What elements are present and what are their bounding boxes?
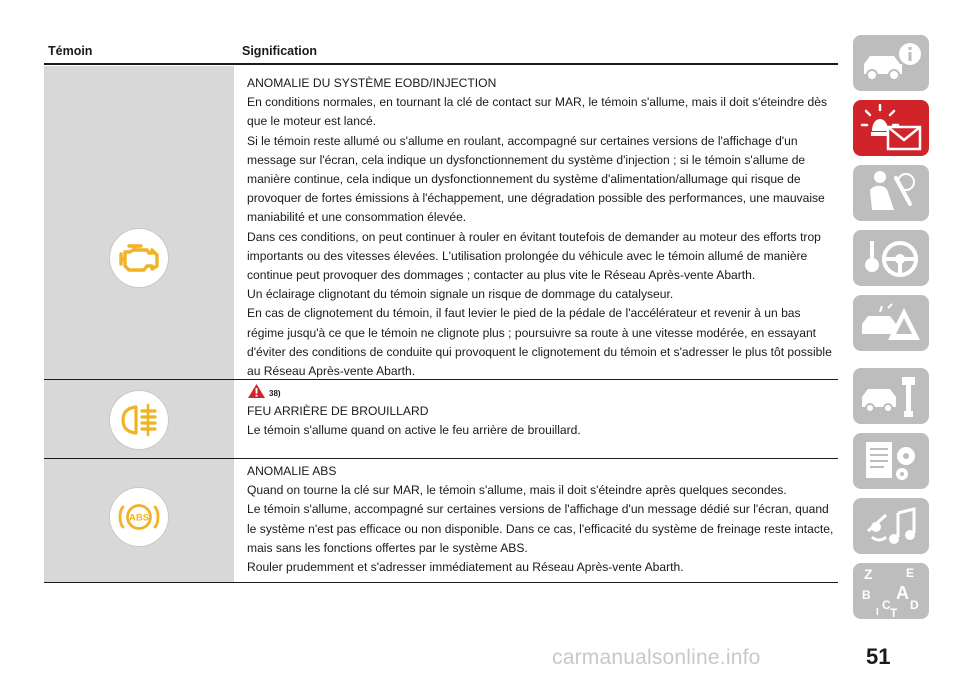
paragraph: Un éclairage clignotant du témoin signale un risque de dommage du catalyseur. [247, 287, 674, 302]
header-rule [44, 63, 838, 65]
warning-title: ANOMALIE ABS [247, 464, 337, 478]
paragraph: En cas de clignotement du témoin, il faut levier le pied de la pédale de l'accélérateur et revenir à un bas régime jusqu'à ce que le témoin ne clignote plus ; poursuivre sa route à une vitesse modérée, en essayant d'éviter des conditions de conduite qui provoquent le clignotement du témoin et s'adresser le plus tôt possible au Réseau Après-vente Abarth. [247, 306, 832, 379]
table-row [44, 66, 838, 399]
tab-starting-driving[interactable] [853, 230, 929, 286]
page-number: 51 [866, 644, 891, 669]
svg-text:ABS: ABS [128, 512, 150, 524]
car-info-icon [858, 40, 924, 86]
abs-icon [109, 487, 169, 547]
paragraph: Le témoin s'allume, accompagné sur certaines versions de l'affichage d'un message dédié sur l'écran, quand le système n'est pas efficace ou non disponible. Dans ce cas, l'efficacité du système de freinage reste intacte, mais sans les fonctions offertes par le système ABS. [247, 502, 834, 555]
tab-warning-lights[interactable] [853, 100, 929, 156]
breakdown-warning-triangle-icon [858, 298, 924, 348]
svg-text:E: E [906, 566, 915, 580]
paragraph: En conditions normales, en tournant la clé de contact sur MAR, le témoin s'allume, mais il doit s'éteindre dès que le moteur est lancé. [247, 95, 828, 129]
table-row [44, 459, 838, 582]
paragraph: Dans ces conditions, on peut continuer à rouler en évitant toutefois de demander au moteur des efforts trop importants ou des vitesses élevées. L'utilisation prolongée du véhicule avec le témoin allumé de manière continue peut provoquer des dommages ; contacter au plus vite le Réseau Après-vente Abarth. [247, 229, 821, 283]
row-description [247, 74, 834, 399]
warning-ref-number: 38) [269, 389, 281, 399]
svg-text:A: A [896, 583, 909, 603]
svg-text:T: T [890, 606, 898, 619]
tab-car-info[interactable] [853, 35, 929, 91]
table-row [44, 380, 838, 458]
column-header-temoin: Témoin [48, 44, 93, 58]
paragraph: Quand on tourne la clé sur MAR, le témoin s'allume, mais il doit s'éteindre après quelques secondes. [247, 483, 787, 498]
svg-text:B: B [862, 588, 871, 602]
technical-data-gears-icon [858, 436, 924, 486]
tab-multimedia[interactable] [853, 498, 929, 554]
safety-airbag-icon [858, 168, 924, 218]
warning-title: ANOMALIE DU SYSTÈME EOBD/INJECTION [247, 76, 497, 90]
paragraph: Le témoin s'allume quand on active le feu arrière de brouillard. [247, 423, 581, 438]
tab-safety[interactable] [853, 165, 929, 221]
key-steering-wheel-icon [858, 233, 924, 283]
tab-technical-data[interactable] [853, 433, 929, 489]
warning-title: FEU ARRIÈRE DE BROUILLARD [247, 404, 429, 418]
column-header-signification: Signification [242, 44, 317, 58]
index-letters-icon [858, 563, 924, 619]
tab-emergency[interactable] [853, 295, 929, 351]
watermark: carmanualsonline.info [552, 646, 761, 669]
paragraph: Rouler prudemment et s'adresser immédiatement au Réseau Après-vente Abarth. [247, 560, 684, 575]
tab-index[interactable] [853, 563, 929, 619]
warning-light-message-icon [858, 103, 924, 153]
svg-text:I: I [876, 607, 879, 618]
row-description [247, 462, 834, 577]
engine-check-icon [109, 228, 169, 288]
row-description [247, 402, 834, 440]
svg-text:D: D [910, 598, 919, 612]
paragraph: Si le témoin reste allumé ou s'allume en roulant, accompagné sur certaines versions de l'affichage d'un message sur l'écran, cela indique un dysfonctionnement du système d'injection ; si le témoin s'allume de manière continue, cela indique un dysfonctionnement du système d'alimentation/allumage qui risque de provoquer de fortes émissions à l'échappement, une dégradation possible des performances, une mauvaise maniabilité et une consommation élevée. [247, 133, 825, 225]
row-divider [44, 582, 838, 583]
rear-fog-light-icon [109, 390, 169, 450]
svg-text:C: C [882, 598, 891, 612]
icon-cell [44, 66, 234, 379]
car-maintenance-wrench-icon [858, 371, 924, 421]
svg-text:Z: Z [864, 566, 873, 582]
multimedia-music-icon [858, 501, 924, 551]
tab-maintenance[interactable] [853, 368, 929, 424]
